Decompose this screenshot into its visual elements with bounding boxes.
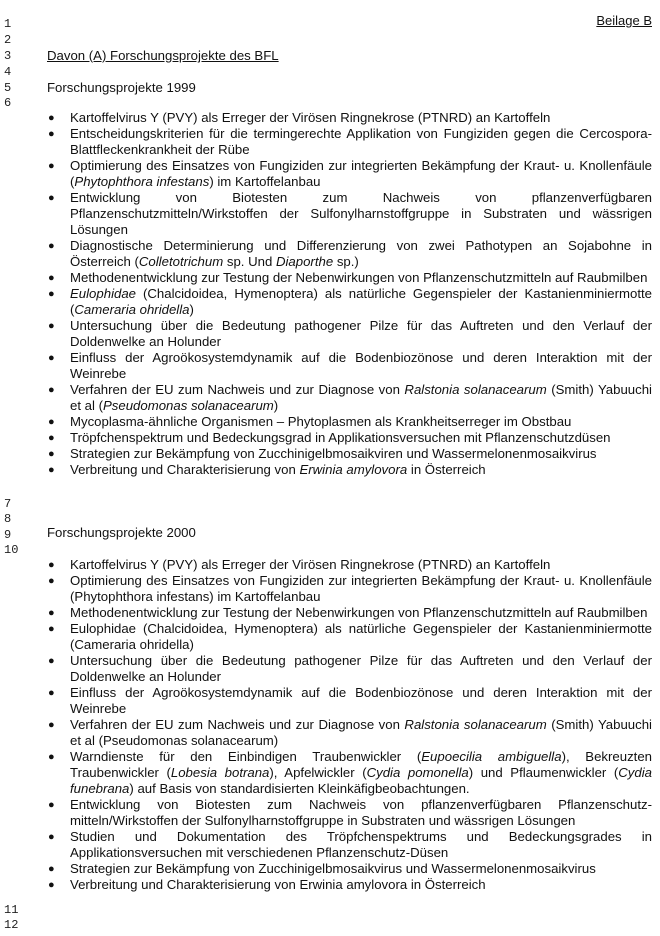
section-title-1999: Forschungsprojekte 1999 [47, 80, 196, 95]
species-name: Ralstonia solanacearum [404, 382, 547, 397]
species-name: Eupoecilia ambiguella [421, 749, 562, 764]
species-name: Cydia funebrana [70, 765, 652, 796]
species-name: Colletotrichum [138, 254, 224, 269]
item-text: Untersuchung über die Bedeutung pathogener Pilze für das Auftreten und den Verlauf der Doldenwelke an Holunder [70, 318, 652, 349]
project-list-item [46, 749, 652, 797]
project-list-item [46, 110, 652, 126]
item-text: ) im Kartoffelanbau [209, 174, 321, 189]
item-text: Diagnostische Determinierung und Differenzierung von zwei Pathotypen an Sojabohne in Österreich ( [70, 238, 652, 269]
bullet-icon: ● [48, 799, 55, 811]
project-list-item [46, 605, 652, 621]
item-text: Optimierung des Einsatzes von Fungiziden zur integrierten Bekämpfung der Kraut- u. Knollenfäule ( [70, 158, 652, 189]
item-text: Tröpfchenspektrum und Bedeckungsgrad in Applikationsversuchen mit Pflanzenschutzdüsen [70, 430, 611, 445]
line-number: 3 [4, 49, 12, 63]
bullet-icon: ● [48, 464, 55, 476]
project-list-item [46, 557, 652, 573]
item-text: ) [189, 302, 194, 317]
line-number: 11 [4, 903, 19, 917]
bullet-icon: ● [48, 128, 55, 140]
project-list-item [46, 717, 652, 749]
project-list-item [46, 446, 652, 462]
line-number: 5 [4, 81, 12, 95]
species-name: Eulophidae [70, 286, 136, 301]
bullet-icon: ● [48, 160, 55, 172]
item-text: Verbreitung und Charakterisierung von [70, 462, 300, 477]
bullet-icon: ● [48, 320, 55, 332]
item-text: Einfluss der Agroökosystemdynamik auf die Bodenbiozönose und deren Interaktion mit der Weinrebe [70, 685, 652, 716]
project-list-item [46, 286, 652, 318]
line-number: 2 [4, 33, 12, 47]
bullet-icon: ● [48, 192, 55, 204]
item-text: Kartoffelvirus Y (PVY) als Erreger der Virösen Ringnekrose (PTNRD) an Kartoffeln [70, 557, 551, 572]
line-number: 12 [4, 918, 19, 932]
line-number: 4 [4, 65, 12, 79]
bullet-icon: ● [48, 432, 55, 444]
item-text: Mycoplasma-ähnliche Organismen – Phytoplasmen als Krankheitserreger im Obstbau [70, 414, 572, 429]
species-name: Cydia pomonella [366, 765, 469, 780]
bullet-icon: ● [48, 352, 55, 364]
species-name: Diaporthe [275, 254, 334, 269]
item-text: in Österreich [407, 462, 486, 477]
bullet-icon: ● [48, 751, 55, 763]
item-text: ) und Pflaumenwickler ( [468, 765, 619, 780]
bullet-icon: ● [48, 623, 55, 635]
item-text: Einfluss der Agroökosystemdynamik auf die Bodenbiozönose und deren Interaktion mit der Weinrebe [70, 350, 652, 381]
item-text: Entwicklung von Biotesten zum Nachweis von pflanzenverfügbaren Pflanzenschutz-mitteln/Wirkstoffen der Sulfonylharnstoffgruppe in Substraten und wässrigen Lösungen [70, 797, 652, 828]
project-list-item [46, 797, 652, 829]
species-name: Pseudomonas solanacearum [102, 398, 274, 413]
bullet-icon: ● [48, 416, 55, 428]
project-list-item [46, 350, 652, 382]
item-text: (Chalcidoidea, Hymenoptera) als natürliche Gegenspieler der Kastanienminiermotte ( [70, 286, 652, 317]
project-list-item [46, 430, 652, 446]
item-text: Eulophidae (Chalcidoidea, Hymenoptera) als natürliche Gegenspieler der Kastanienminiermotte (Cameraria ohridella) [70, 621, 652, 652]
project-list-item [46, 382, 652, 414]
bullet-icon: ● [48, 831, 55, 843]
item-text: sp.) [333, 254, 359, 269]
bullet-icon: ● [48, 655, 55, 667]
item-text: Strategien zur Bekämpfung von Zucchinigelbmosaikviren und Wassermelonenmosaikvirus [70, 446, 597, 461]
project-list-item [46, 861, 652, 877]
bullet-icon: ● [48, 559, 55, 571]
item-text: Entscheidungskriterien für die termingerechte Applikation von Fungiziden gegen die Cercospora-Blattfleckenkrankheit der Rübe [70, 126, 652, 157]
bullet-icon: ● [48, 863, 55, 875]
bullet-icon: ● [48, 575, 55, 587]
bullet-icon: ● [48, 719, 55, 731]
bullet-icon: ● [48, 272, 55, 284]
item-text: Methodenentwicklung zur Testung der Nebenwirkungen von Pflanzenschutzmitteln auf Raubmilben [70, 270, 648, 285]
bullet-icon: ● [48, 384, 55, 396]
project-list-2000 [46, 557, 652, 893]
species-name: Phytophthora infestans [74, 174, 210, 189]
project-list-item [46, 877, 652, 893]
item-text: (Smith) Yabuuchi et al (Pseudomonas solanacearum) [70, 717, 652, 748]
project-list-item [46, 158, 652, 190]
bullet-icon: ● [48, 240, 55, 252]
bullet-icon: ● [48, 112, 55, 124]
project-list-item [46, 573, 652, 605]
item-text: Verbreitung und Charakterisierung von Erwinia amylovora in Österreich [70, 877, 486, 892]
item-text: Optimierung des Einsatzes von Fungiziden zur integrierten Bekämpfung der Kraut- u. Knollenfäule (Phytophthora infestans) im Kartoffelanbau [70, 573, 652, 604]
project-list-item [46, 462, 652, 478]
line-number: 9 [4, 528, 12, 542]
species-name: Erwinia amylovora [299, 462, 408, 477]
item-text: Kartoffelvirus Y (PVY) als Erreger der Virösen Ringnekrose (PTNRD) an Kartoffeln [70, 110, 551, 125]
line-number: 10 [4, 543, 19, 557]
project-list-item [46, 414, 652, 430]
annex-label: Beilage B [596, 13, 652, 28]
item-text: (Smith) Yabuuchi et al ( [70, 382, 652, 413]
species-name: Ralstonia solanacearum [404, 717, 547, 732]
item-text: Studien und Dokumentation des Tröpfchenspektrums und Bedeckungsgrades in Applikationsversuchen mit verschiedenen Pflanzenschutz-Düsen [70, 829, 652, 860]
item-text: Verfahren der EU zum Nachweis und zur Diagnose von [70, 382, 405, 397]
bullet-icon: ● [48, 879, 55, 891]
item-text: ) auf Basis von standardisierten Kleinkäfigbeobachtungen. [129, 781, 470, 796]
line-number: 7 [4, 497, 12, 511]
project-list-item [46, 270, 652, 286]
item-text: Untersuchung über die Bedeutung pathogener Pilze für das Auftreten und den Verlauf der Doldenwelke an Holunder [70, 653, 652, 684]
project-list-item [46, 126, 652, 158]
species-name: Lobesia botrana [170, 765, 270, 780]
species-name: Cameraria ohridella [74, 302, 190, 317]
bullet-icon: ● [48, 687, 55, 699]
line-number: 8 [4, 512, 12, 526]
project-list-item [46, 621, 652, 653]
item-text: Verfahren der EU zum Nachweis und zur Diagnose von [70, 717, 405, 732]
project-list-item [46, 318, 652, 350]
project-list-item [46, 653, 652, 685]
project-list-1999 [46, 110, 652, 478]
item-text: Strategien zur Bekämpfung von Zucchinigelbmosaikvirus und Wassermelonenmosaikvirus [70, 861, 596, 876]
item-text: ) [273, 398, 279, 413]
section-title-2000: Forschungsprojekte 2000 [47, 525, 196, 540]
item-text: ), Apfelwickler ( [269, 765, 367, 780]
project-list-item [46, 238, 652, 270]
item-text: Methodenentwicklung zur Testung der Nebenwirkungen von Pflanzenschutzmitteln auf Raubmilben [70, 605, 648, 620]
line-number: 1 [4, 17, 12, 31]
bullet-icon: ● [48, 607, 55, 619]
project-list-item [46, 190, 652, 238]
project-list-item [46, 829, 652, 861]
line-number: 6 [4, 96, 12, 110]
page-heading: Davon (A) Forschungsprojekte des BFL [47, 48, 279, 63]
item-text: sp. Und [223, 254, 276, 269]
bullet-icon: ● [48, 288, 55, 300]
item-text: Entwicklung von Biotesten zum Nachweis von pflanzenverfügbaren Pflanzenschutzmitteln/Wirkstoffen der Sulfonylharnstoffgruppe in Substraten und wässrigen Lösungen [70, 190, 652, 237]
bullet-icon: ● [48, 448, 55, 460]
item-text: ), Bekreuzten Traubenwickler ( [70, 749, 652, 780]
item-text: Warndienste für den Einbindigen Traubenwickler ( [70, 749, 422, 764]
project-list-item [46, 685, 652, 717]
